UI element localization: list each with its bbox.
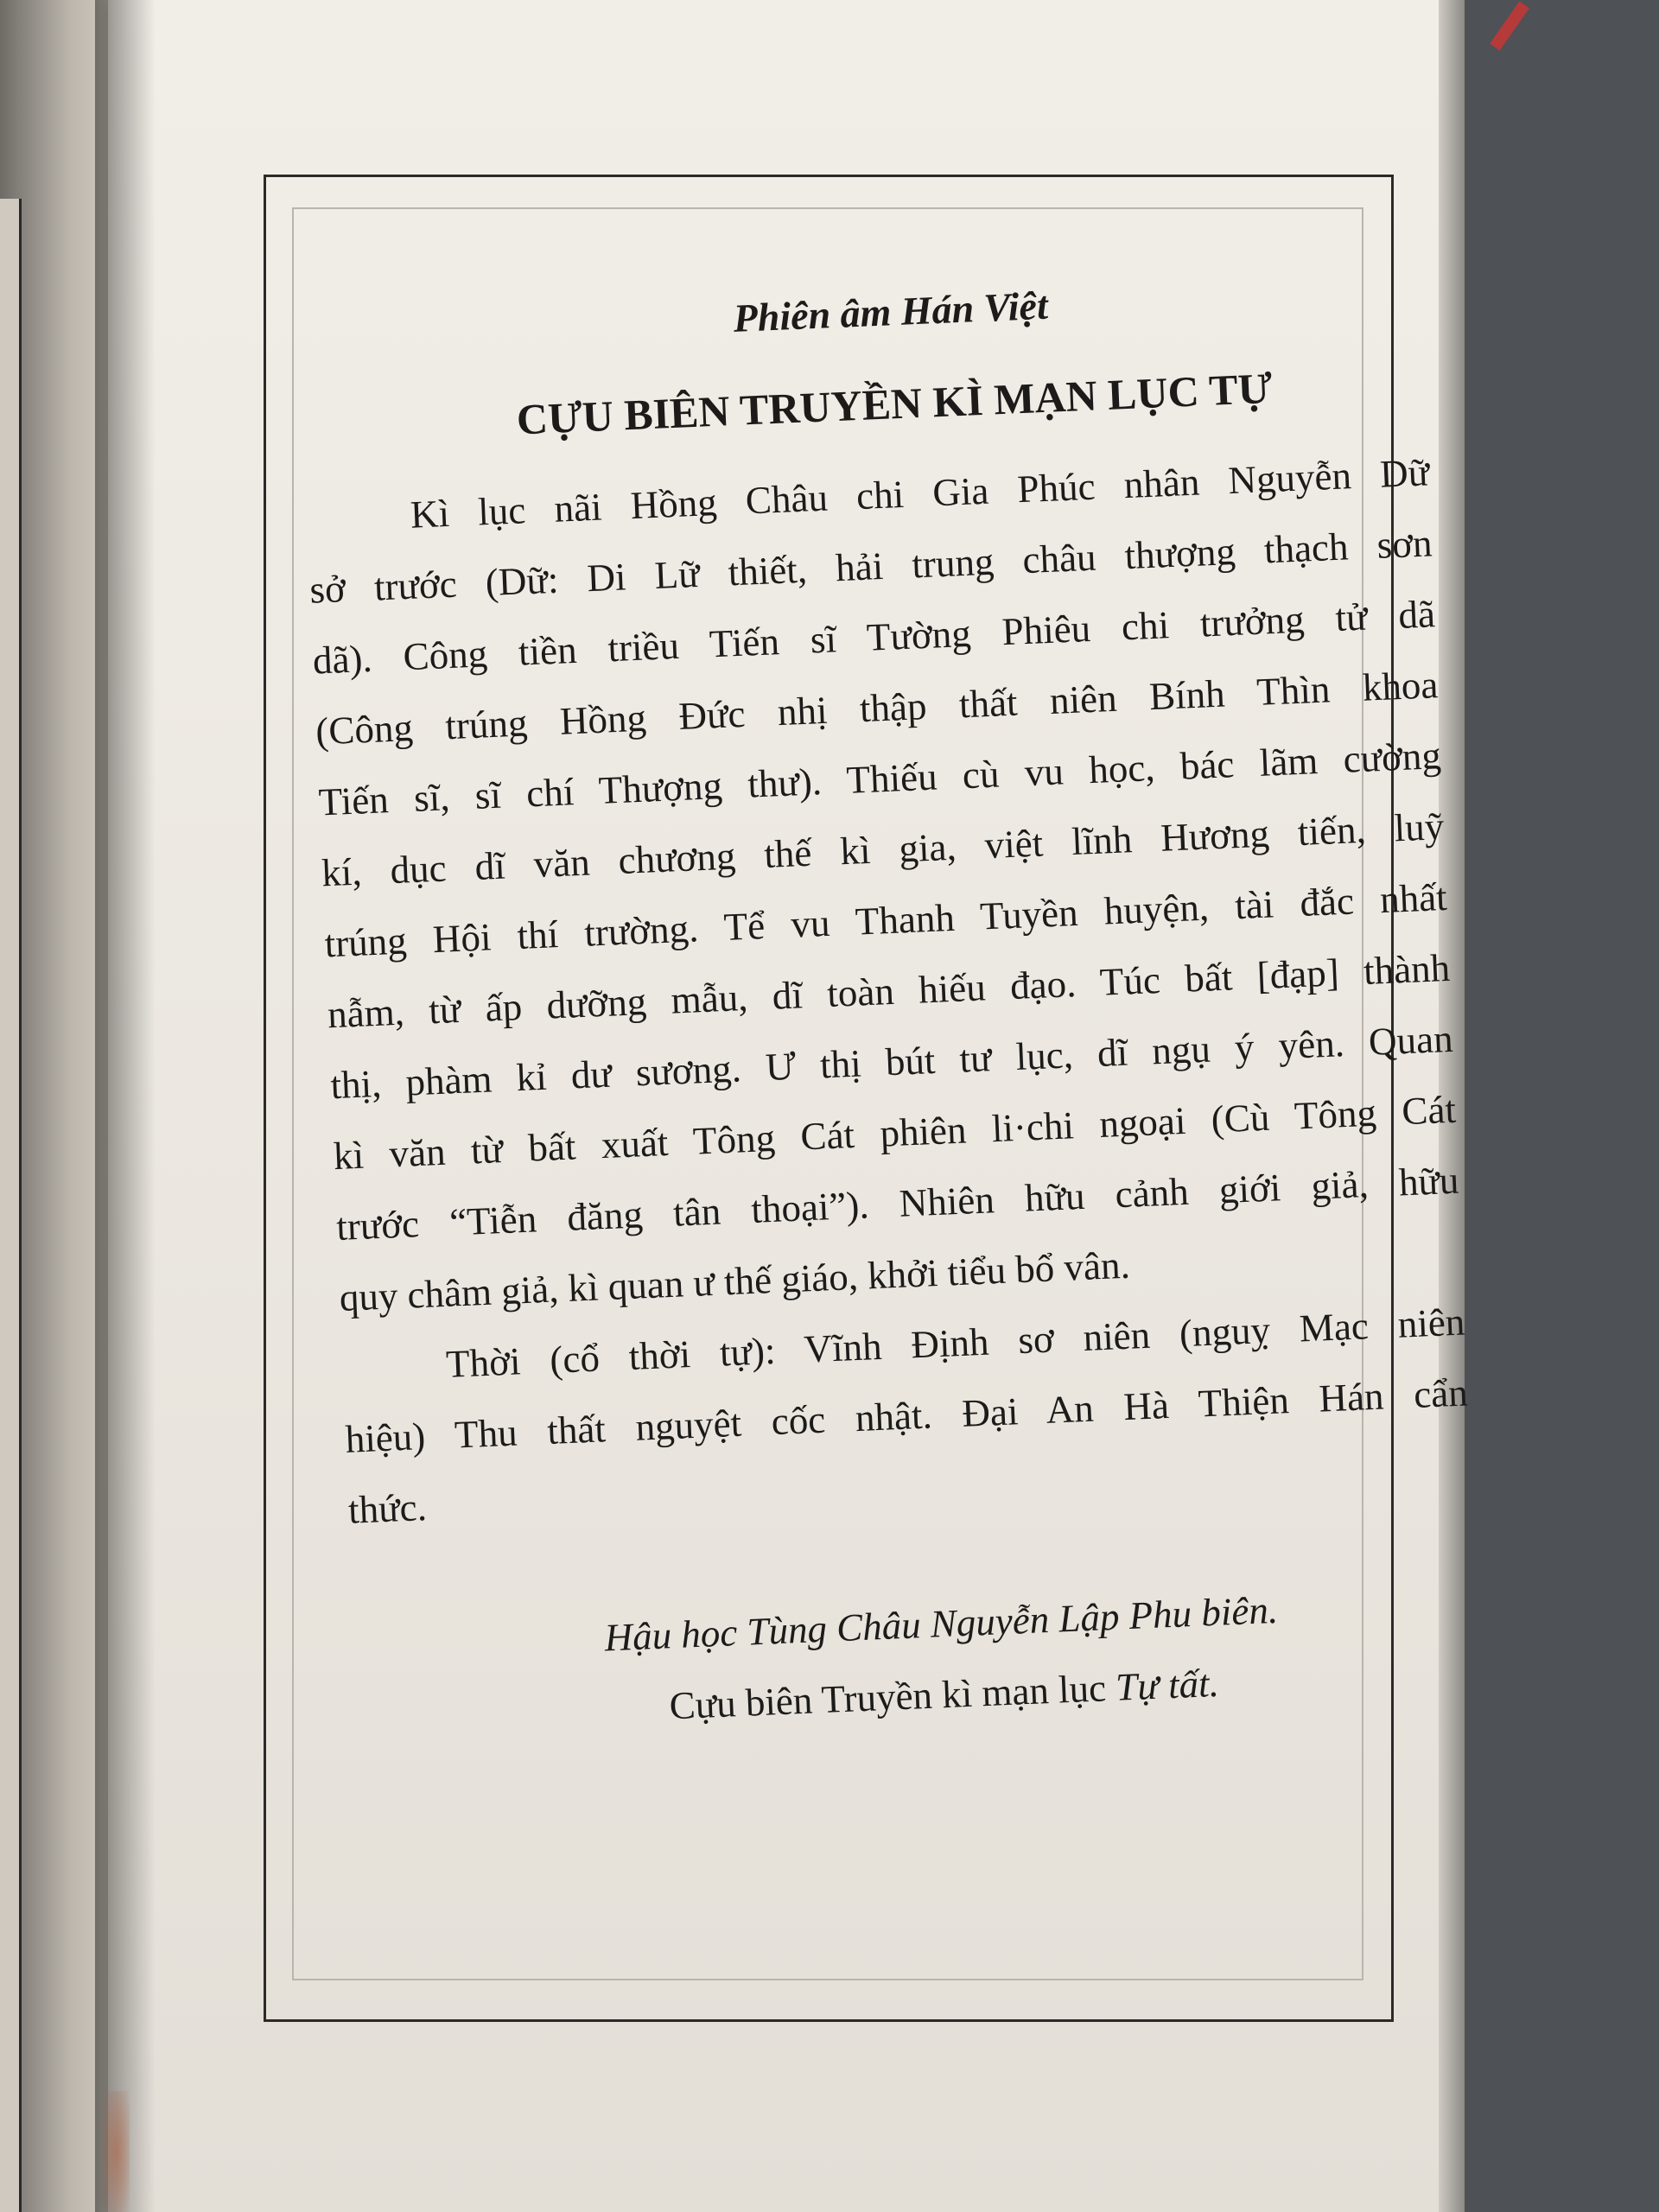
left-page-edge (0, 199, 22, 2212)
text-line: Kì lục nãi Hồng Châu chi Gia Phúc nhân Nguyễn Dữ (409, 450, 1430, 537)
page-title: CỰU BIÊN TRUYỀN KÌ MẠN LỤC TỰ (515, 363, 1274, 444)
text-line: hiệu) Thu thất nguyệt cốc nhật. Đại An Hà Thiện Hán cẩn (344, 1370, 1469, 1461)
page-text-block (298, 264, 1481, 1755)
closing-line-italic: Tự tất. (1115, 1661, 1220, 1709)
body-paragraph (305, 436, 1463, 1333)
text-line: quy châm giả, kì quan ư thế giáo, khởi tiểu bổ vân. (338, 1243, 1131, 1319)
bookmark-thread (1490, 1, 1529, 50)
signature-line: Hậu học Tùng Châu Nguyễn Lập Phu biên. (603, 1587, 1279, 1660)
page-stain (104, 2091, 130, 2212)
text-line: kí, dục dĩ văn chương thế kì gia, việt lĩnh Hương tiến, luỹ (321, 804, 1446, 895)
text-line: thức. (347, 1485, 428, 1532)
closing-line-text: Cựu biên Truyền kì mạn lục (668, 1665, 1117, 1728)
text-line: trúng Hội thí trường. Tể vu Thanh Tuyền huyện, tài đắc nhất (323, 874, 1448, 966)
page-subtitle: Phiên âm Hán Việt (732, 283, 1049, 340)
text-line: kì văn từ bất xuất Tông Cát phiên li·chi ngoại (Cù Tông Cát (332, 1087, 1457, 1179)
text-line: Tiến sĩ, sĩ chí Thượng thư). Thiếu cù vu học, bác lãm cường (317, 734, 1442, 824)
text-line: trước “Tiễn đăng tân thoại”). Nhiên hữu cảnh giới giả, hữu (335, 1158, 1460, 1249)
text-line: (Công trúng Hồng Đức nhị thập thất niên Bính Thìn khoa (315, 663, 1440, 753)
gutter-shadow (95, 0, 156, 2212)
text-line: nẫm, từ ấp dưỡng mẫu, dĩ toàn hiếu đạo. Túc bất [đạp] thành (327, 945, 1452, 1037)
text-line: sở trước (Dữ: Di Lữ thiết, hải trung châu thượng thạch sơn (308, 521, 1433, 612)
text-line: Thời (cổ thời tự): Vĩnh Định sơ niên (nguỵ Mạc niên (445, 1300, 1466, 1386)
text-line: thị, phàm kỉ dư sương. Ư thị bút tư lục, dĩ ngụ ý yên. Quan (329, 1016, 1454, 1108)
text-line: dã). Công tiền triều Tiến sĩ Tường Phiêu chi trưởng tử dã (311, 592, 1436, 683)
